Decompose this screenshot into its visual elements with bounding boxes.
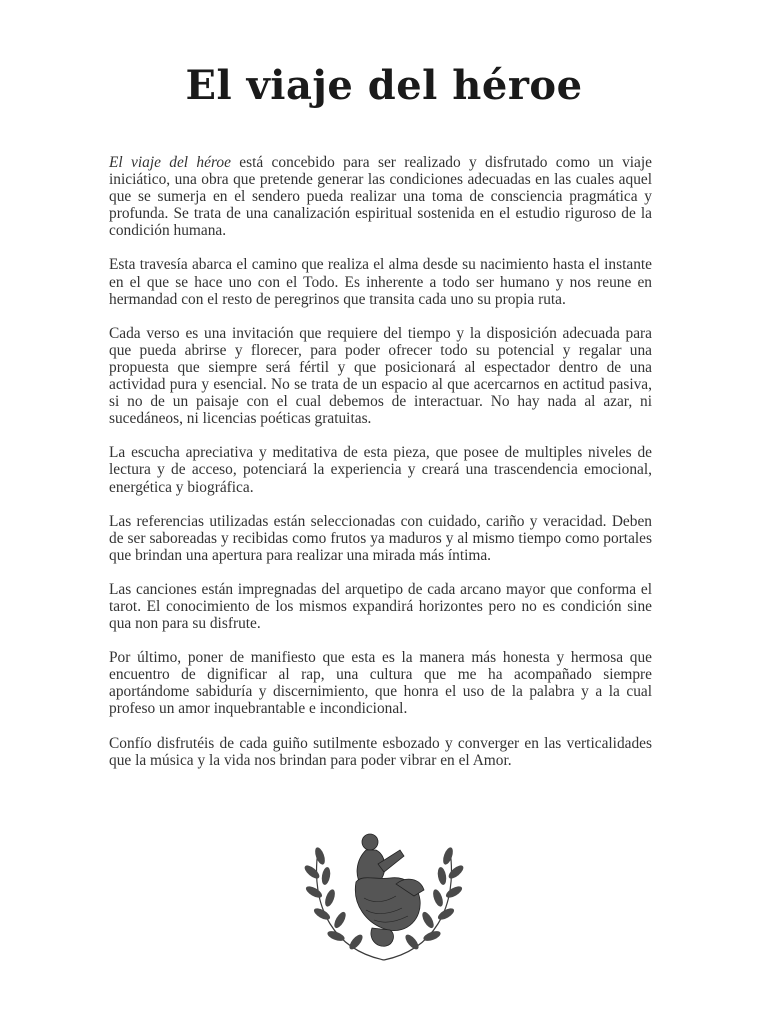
laurel-wreath-hero-engraving-icon bbox=[296, 820, 472, 968]
italic-work-title: El viaje del héroe bbox=[109, 154, 231, 171]
body-text bbox=[109, 154, 652, 786]
paragraph-4: La escucha apreciativa y meditativa de esta pieza, que posee de multiples niveles de lectura y de acceso, potenciará la experiencia y creará una trascendencia emocional, energética y biográfica. bbox=[109, 444, 652, 496]
paragraph-2: Esta travesía abarca el camino que realiza el alma desde su nacimiento hasta el instante en el que se hace uno con el Todo. Es inherente a todo ser humano y nos reune en hermandad con el resto de peregrinos que transita cada uno su propia ruta. bbox=[109, 256, 652, 308]
paragraph-6: Las canciones están impregnadas del arquetipo de cada arcano mayor que conforma el tarot. El conocimiento de los mismos expandirá horizontes pero no es condición sine qua non para su disfrute. bbox=[109, 580, 652, 633]
paragraph-1 bbox=[109, 154, 652, 239]
paragraph-5: Las referencias utilizadas están seleccionadas con cuidado, cariño y veracidad. Deben de ser saboreadas y recibidas como frutos ya maduros y al mismo tiempo como portales que brindan una apertura para realizar una mirada más íntima. bbox=[109, 512, 652, 564]
paragraph-3: Cada verso es una invitación que requiere del tiempo y la disposición adecuada para que pueda abrirse y florecer, para poder ofrecer todo su potencial y regalar una propuesta que siempre será fértil y que posicionará al espectador dentro de una actividad pura y esencial. No se trata de un espacio al que acercarnos en actitud pasiva, si no de un paisaje con el cual debemos de interactuar. No hay nada al azar, ni sucedáneos, ni licencias poéticas gratuitas. bbox=[109, 324, 652, 428]
paragraph-1-text: está concebido para ser realizado y disfrutado como un viaje iniciático, una obra que pretende generar las condiciones adecuadas en las cuales aquel que se sumerja en el sendero pueda realizar una toma de consciencia pragmática y profunda. Se trata de una canalización espiritual sostenida en el estudio riguroso de la condición humana. bbox=[109, 154, 652, 240]
paragraph-7: Por último, poner de manifiesto que esta es la manera más honesta y hermosa que encuentro de dignificar al rap, una cultura que me ha acompañado siempre aportándome sabiduría y discernimiento, que honra el uso de la palabra y a la cual profeso un amor inquebrantable e incondicional. bbox=[109, 649, 652, 718]
page-title: El viaje del héroe bbox=[185, 62, 583, 109]
paragraph-8: Confío disfrutéis de cada guiño sutilmente esbozado y converger en las verticalidades que la música y la vida nos brindan para poder vibrar en el Amor. bbox=[109, 734, 652, 769]
